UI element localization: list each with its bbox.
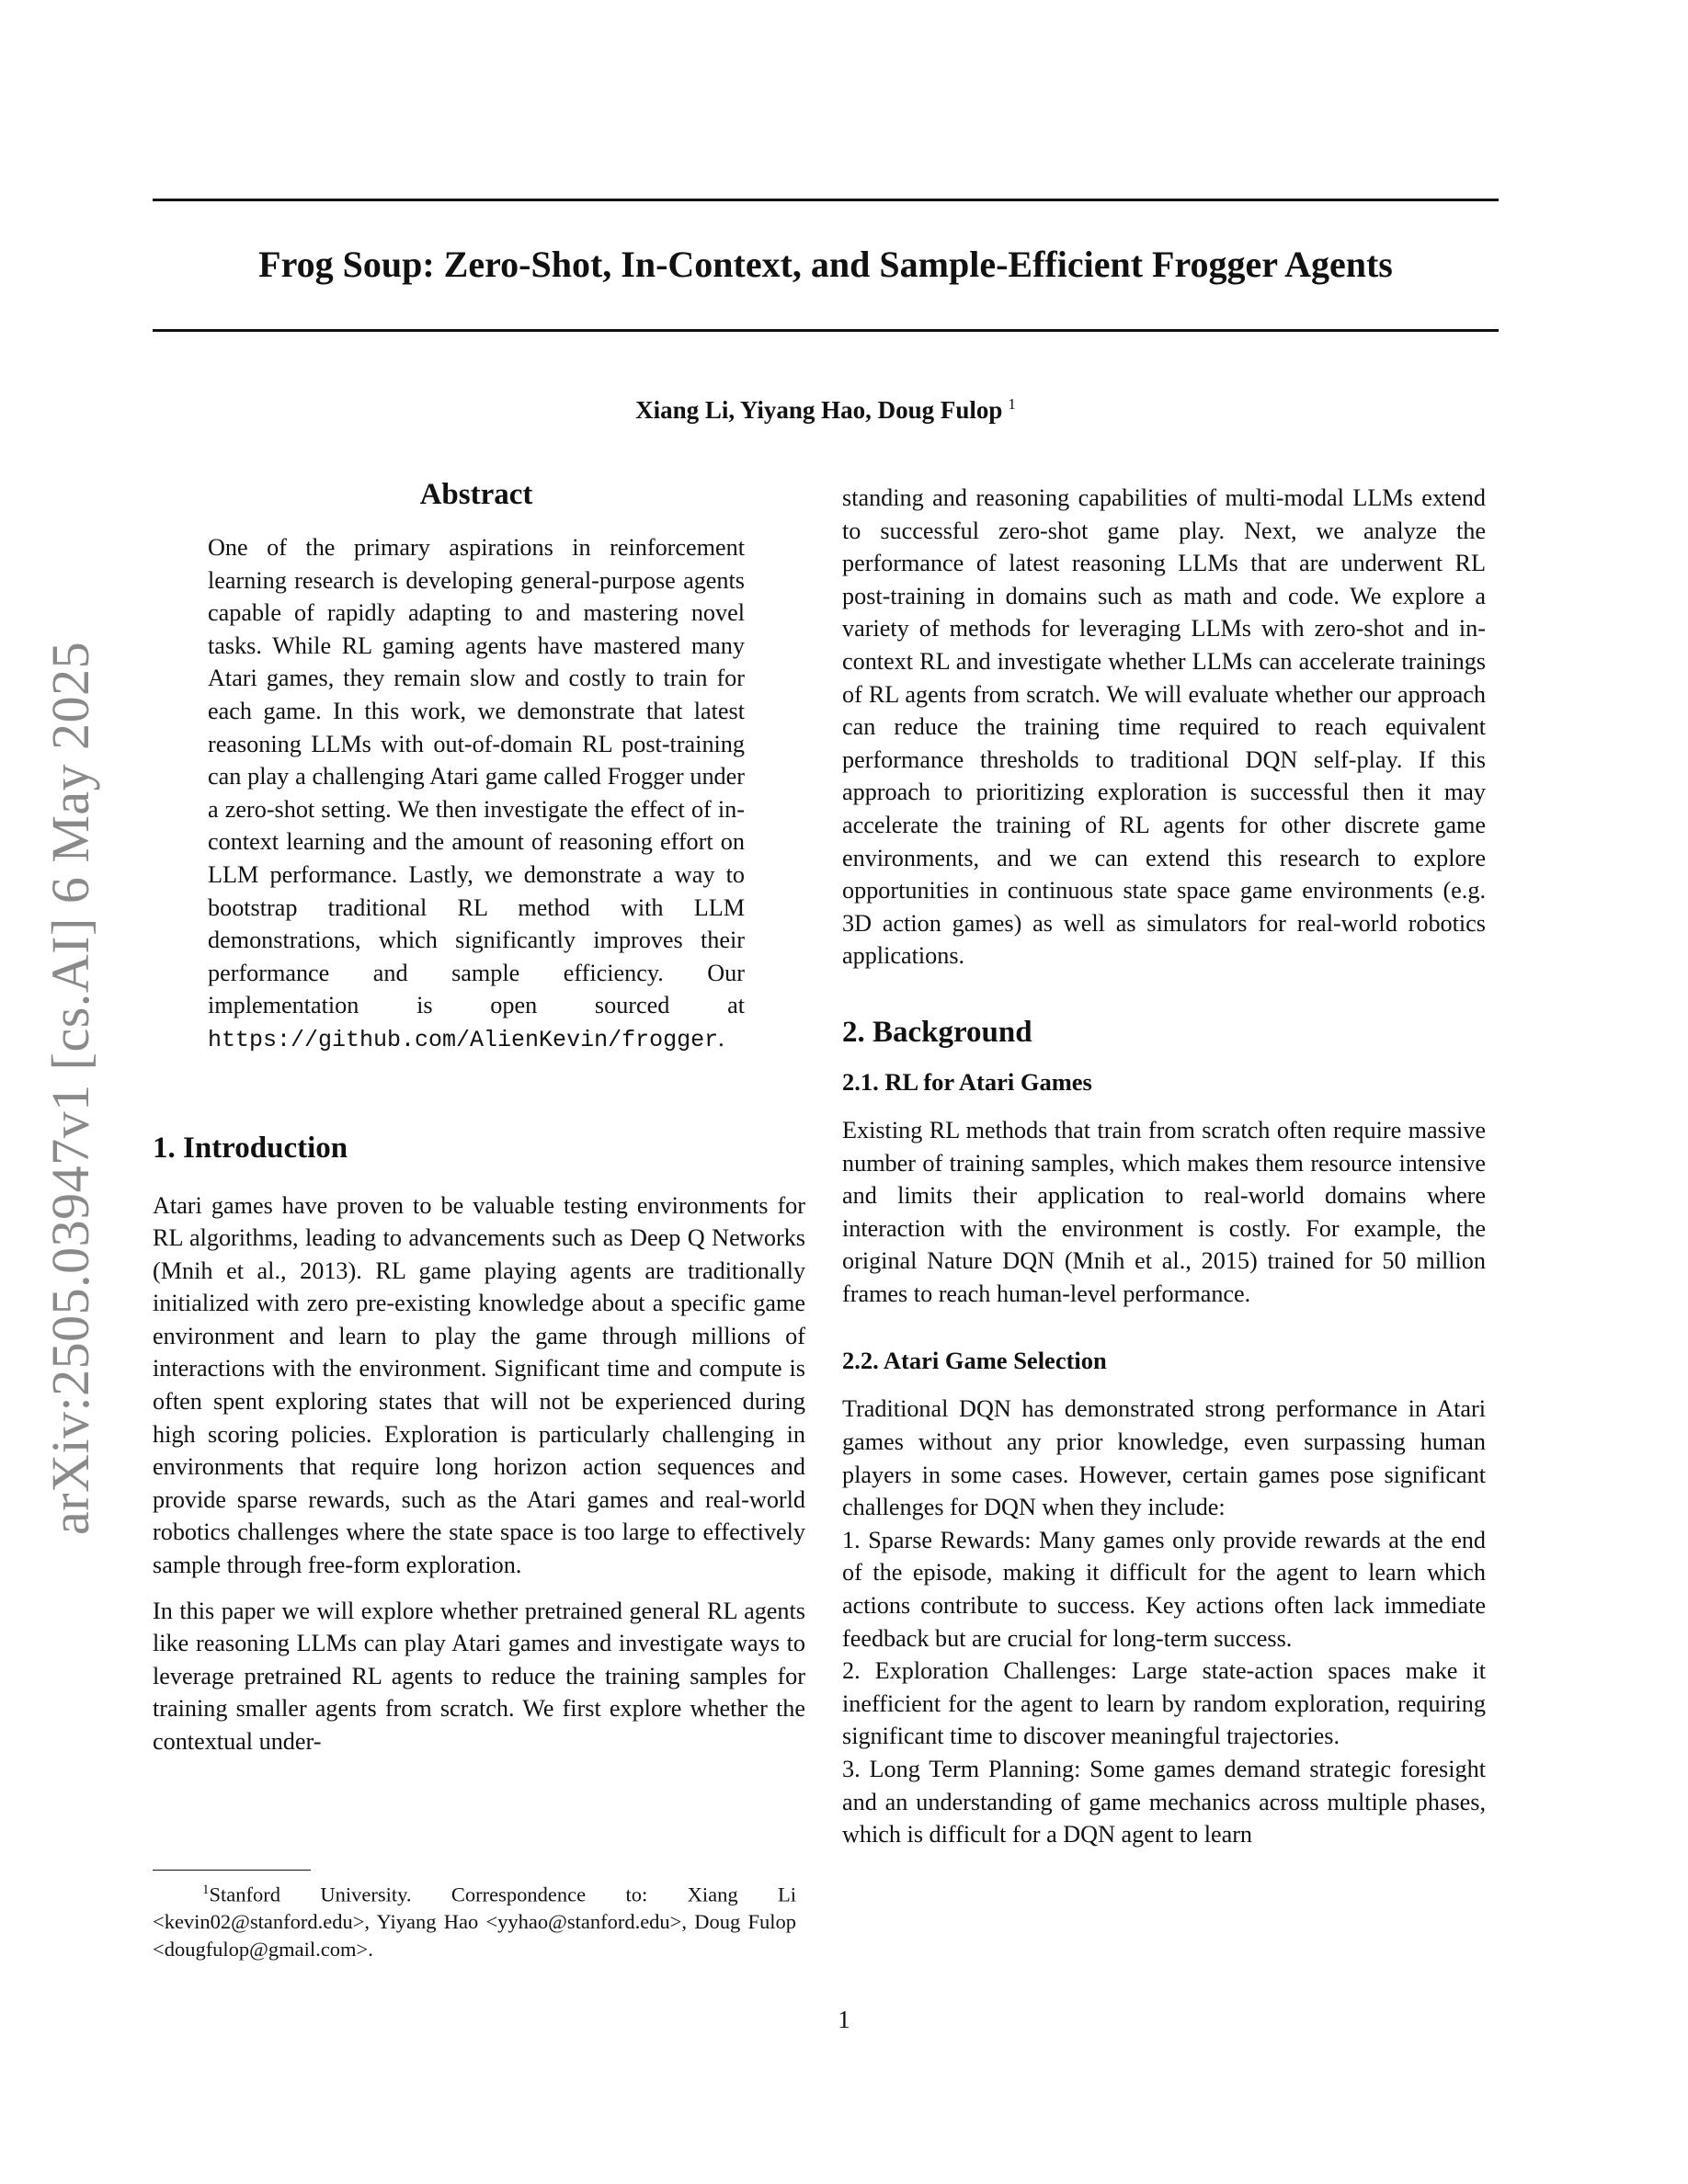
introduction-paragraph-1: Atari games have proven to be valuable testing environments for RL algorithms, leading to advancements such as Deep Q Networks (Mnih et al., 2013). RL game playing agents are traditionally initialized with zero pre-existing knowledge about a specific game environment and learn to play the game through millions of interactions with the environment. Significant time and compute is often spent exploring states that will not be experienced during high scoring policies. Exploration is particularly challenging in environments that require long horizon action sequences and provide sparse rewards, such as the Atari games and real-world robotics challenges where the state space is too large to effectively sample through free-form exploration. bbox=[153, 1191, 805, 1579]
game-selection-intro: Traditional DQN has demonstrated strong performance in Atari games without any prior knowledge, even surpassing human players in some cases. However, certain games pose significant challenges for DQN when they include: bbox=[842, 1395, 1486, 1521]
introduction-paragraph-2-continued: standing and reasoning capabilities of multi-modal LLMs extend to successful zero-shot game play. Next, we analyze the performance of latest reasoning LLMs that are underwent RL post-training in domains such as math and code. We explore a variety of methods for leveraging LLMs with zero-shot and in-context RL and investigate whether LLMs can accelerate trainings of RL agents from scratch. We will evaluate whether our approach can reduce the training time required to reach equivalent performance thresholds to traditional DQN self-play. If this approach to prioritizing exploration is successful then it may accelerate the training of RL agents for other discrete game environments, and we can extend this research to explore opportunities in continuous state space game environments (e.g. 3D action games) as well as simulators for real-world robotics applications. bbox=[842, 484, 1486, 970]
author-list bbox=[153, 388, 1499, 427]
abstract-body: One of the primary aspirations in reinforcement learning research is developing general-purpose agents capable of rapidly adapting to and mastering novel tasks. While RL gaming agents have mastered many Atari games, they remain slow and costly to train for each game. In this work, we demonstrate that latest reasoning LLMs with out-of-domain RL post-training can play a challenging Atari game called Frogger under a zero-shot setting. We then investigate the effect of in-context learning and the amount of reasoning effort on LLM performance. Lastly, we demonstrate a way to bootstrap traditional RL method with LLM demonstrations, which significantly improves their performance and sample efficiency. Our implementation is open sourced at bbox=[208, 534, 745, 1019]
abstract-text bbox=[208, 531, 745, 1057]
background-heading: 2. Background bbox=[842, 1015, 1032, 1049]
footnote-mark: 1 bbox=[202, 1883, 210, 1897]
introduction-paragraph-2: In this paper we will explore whether pretrained general RL agents like reasoning LLMs can play Atari games and investigate ways to leverage pretrained RL agents to reduce the training samples for training smaller agents from scratch. We first explore whether the contextual under- bbox=[153, 1597, 805, 1755]
left-column bbox=[153, 471, 805, 1758]
github-link[interactable]: https://github.com/AlienKevin/frogger bbox=[208, 1026, 719, 1053]
rl-atari-paragraph: Existing RL methods that train from scratch often require massive number of training samples, which makes them resource intensive and limits their application to real-world domains where interaction with the environment is costly. For example, the original Nature DQN (Mnih et al., 2015) trained for 50 million frames to reach human-level performance. bbox=[842, 1116, 1486, 1307]
right-column bbox=[842, 482, 1486, 1851]
author-footnote-mark: 1 bbox=[1008, 395, 1016, 413]
game-selection-heading: 2.2. Atari Game Selection bbox=[842, 1347, 1107, 1375]
author-names: Xiang Li, Yiyang Hao, Doug Fulop bbox=[635, 396, 1003, 424]
introduction-heading: 1. Introduction bbox=[153, 1131, 348, 1165]
arxiv-identifier-stamp: arXiv:2505.03947v1 [cs.AI] 6 May 2025 bbox=[40, 641, 100, 1535]
page-number: 1 bbox=[838, 2006, 850, 2033]
footnote-text: Stanford University. Correspondence to: Xiang Li <kevin02@stanford.edu>, Yiyang Hao <yyhao@stanford.edu>, Doug Fulop <dougfulop@gmail.com>. bbox=[153, 1883, 796, 1961]
footnote bbox=[153, 1877, 796, 1962]
challenge-item-exploration: 2. Exploration Challenges: Large state-action spaces make it inefficient for the agent to learn by random exploration, requiring significant time to discover meaningful trajectories. bbox=[842, 1657, 1486, 1750]
abstract-end-period: . bbox=[718, 1024, 724, 1052]
title-rule-bottom bbox=[153, 329, 1499, 332]
challenge-item-sparse-rewards: 1. Sparse Rewards: Many games only provide rewards at the end of the episode, making it difficult for the agent to learn which actions contribute to success. Key actions often lack immediate feedback but are crucial for long-term success. bbox=[842, 1526, 1486, 1652]
paper-title: Frog Soup: Zero-Shot, In-Context, and Sample-Efficient Frogger Agents bbox=[258, 244, 1393, 285]
rl-atari-heading: 2.1. RL for Atari Games bbox=[842, 1067, 1092, 1096]
abstract-heading: Abstract bbox=[419, 478, 533, 511]
title-rule-top bbox=[153, 199, 1499, 201]
abstract-section bbox=[208, 471, 745, 1057]
challenge-item-long-term-planning: 3. Long Term Planning: Some games demand strategic foresight and an understanding of game mechanics across multiple phases, which is difficult for a DQN agent to learn bbox=[842, 1756, 1486, 1848]
footnote-rule bbox=[153, 1870, 311, 1871]
